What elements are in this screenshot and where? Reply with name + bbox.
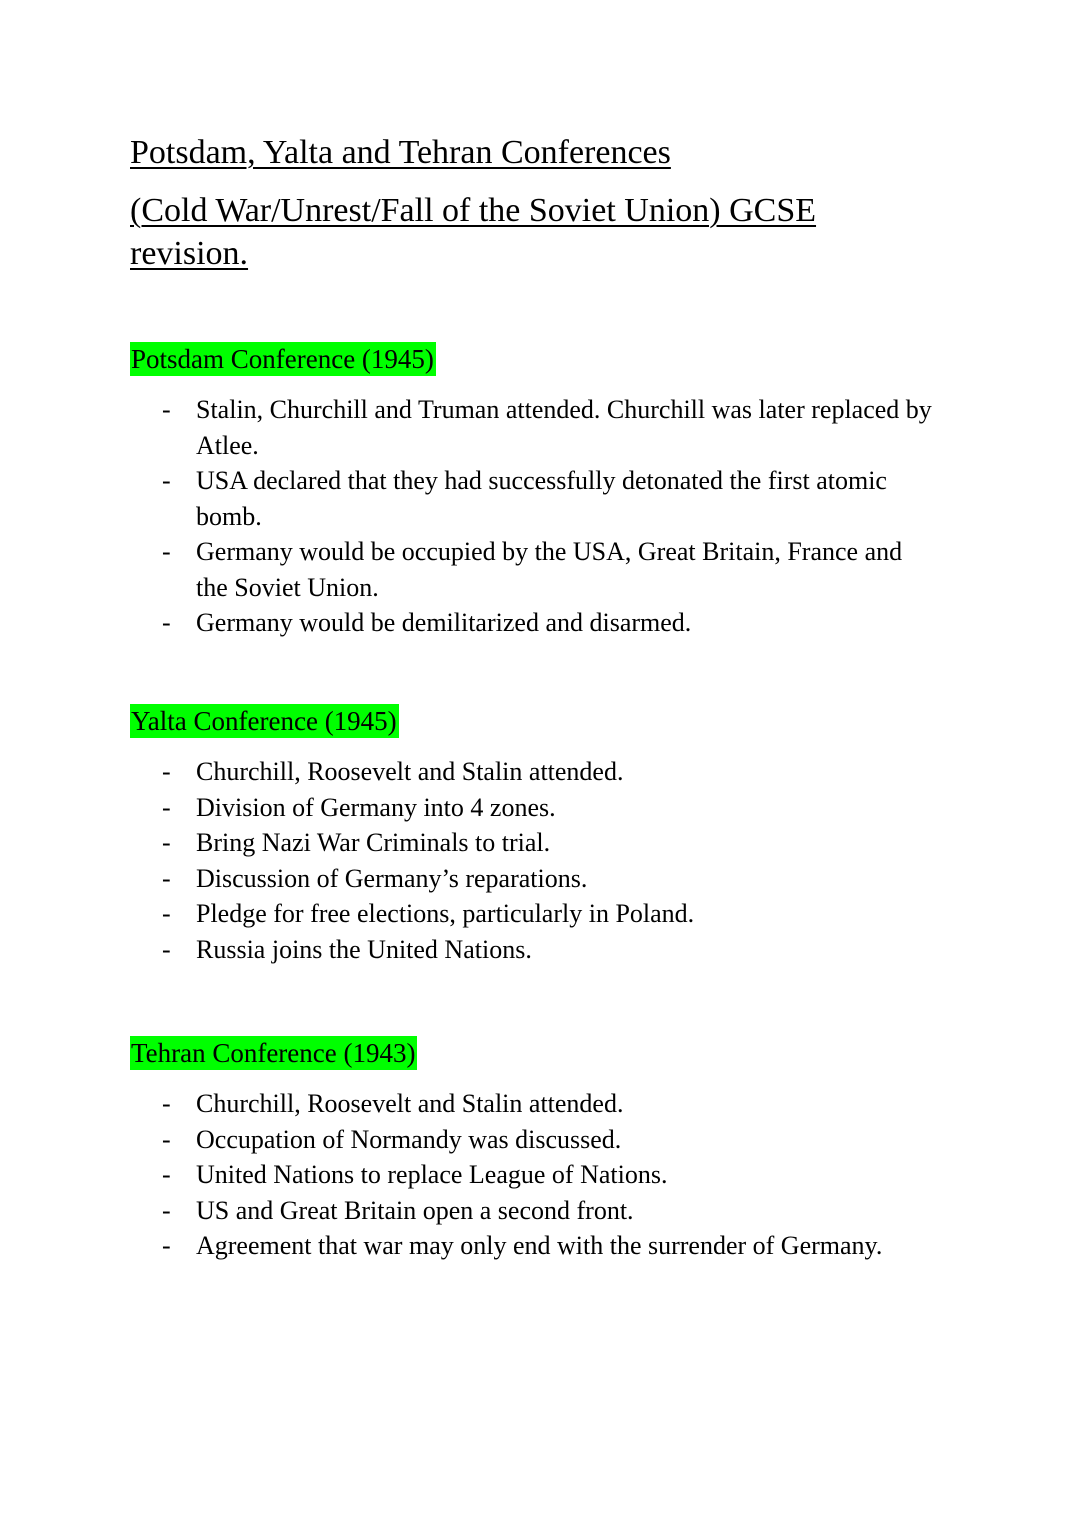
section-heading: Potsdam Conference (1945) xyxy=(131,344,434,374)
bullet-dash: - xyxy=(162,1124,171,1154)
bullet-dash: - xyxy=(162,1195,171,1225)
list-item-text: Stalin, Churchill and Truman attended. Churchill was later replaced by Atlee. xyxy=(196,395,932,460)
bullet-dash: - xyxy=(162,757,171,786)
bullet-list xyxy=(130,754,970,967)
list-item-text: Occupation of Normandy was discussed. xyxy=(196,1124,622,1154)
bullet-dash: - xyxy=(162,1089,171,1118)
bullet-dash: - xyxy=(162,863,171,893)
list-item-text: Division of Germany into 4 zones. xyxy=(196,792,556,822)
list-item-text: Pledge for free elections, particularly in Poland. xyxy=(196,899,695,928)
bullet-dash: - xyxy=(162,1160,171,1189)
list-item xyxy=(130,754,940,790)
list-item-text: United Nations to replace League of Nations. xyxy=(196,1160,668,1189)
bullet-dash: - xyxy=(162,828,171,857)
list-item xyxy=(130,861,940,897)
list-item xyxy=(130,932,940,968)
tehran-section xyxy=(130,1036,970,1264)
list-item xyxy=(130,790,940,826)
list-item xyxy=(130,605,940,641)
list-item-text: Discussion of Germany’s reparations. xyxy=(196,863,588,893)
section-heading: Tehran Conference (1943) xyxy=(131,1038,416,1068)
list-item-text: Agreement that war may only end with the surrender of Germany. xyxy=(196,1231,883,1260)
yalta-section xyxy=(130,704,970,967)
list-item-text: Churchill, Roosevelt and Stalin attended. xyxy=(196,1089,624,1118)
bullet-dash: - xyxy=(162,1231,171,1260)
list-item-text: Russia joins the United Nations. xyxy=(196,934,532,964)
potsdam-section xyxy=(130,342,970,641)
list-item xyxy=(130,392,940,463)
list-item-text: USA declared that they had successfully detonated the first atomic bomb. xyxy=(196,466,887,531)
bullet-dash: - xyxy=(162,537,171,566)
list-item-text: Bring Nazi War Criminals to trial. xyxy=(196,828,551,857)
list-item xyxy=(130,1086,940,1122)
list-item xyxy=(130,1228,940,1264)
bullet-dash: - xyxy=(162,466,171,495)
document-subtitle: (Cold War/Unrest/Fall of the Soviet Union) GCSE revision. xyxy=(130,192,817,272)
list-item-text: US and Great Britain open a second front. xyxy=(196,1195,634,1225)
list-item xyxy=(130,896,940,932)
list-item-text: Germany would be occupied by the USA, Great Britain, France and the Soviet Union. xyxy=(196,537,903,602)
list-item xyxy=(130,463,940,534)
list-item xyxy=(130,534,940,605)
list-item xyxy=(130,1193,940,1229)
list-item-text: Germany would be demilitarized and disarmed. xyxy=(196,608,692,637)
bullet-list xyxy=(130,392,970,641)
list-item xyxy=(130,1157,940,1193)
list-item-text: Churchill, Roosevelt and Stalin attended. xyxy=(196,757,624,786)
bullet-dash: - xyxy=(162,899,171,928)
bullet-dash: - xyxy=(162,934,171,964)
document-title: Potsdam, Yalta and Tehran Conferences xyxy=(130,134,671,171)
bullet-dash: - xyxy=(162,608,171,637)
list-item xyxy=(130,825,940,861)
bullet-dash: - xyxy=(162,395,171,424)
bullet-list xyxy=(130,1086,970,1264)
section-heading: Yalta Conference (1945) xyxy=(131,706,397,736)
bullet-dash: - xyxy=(162,792,171,822)
list-item xyxy=(130,1122,940,1158)
